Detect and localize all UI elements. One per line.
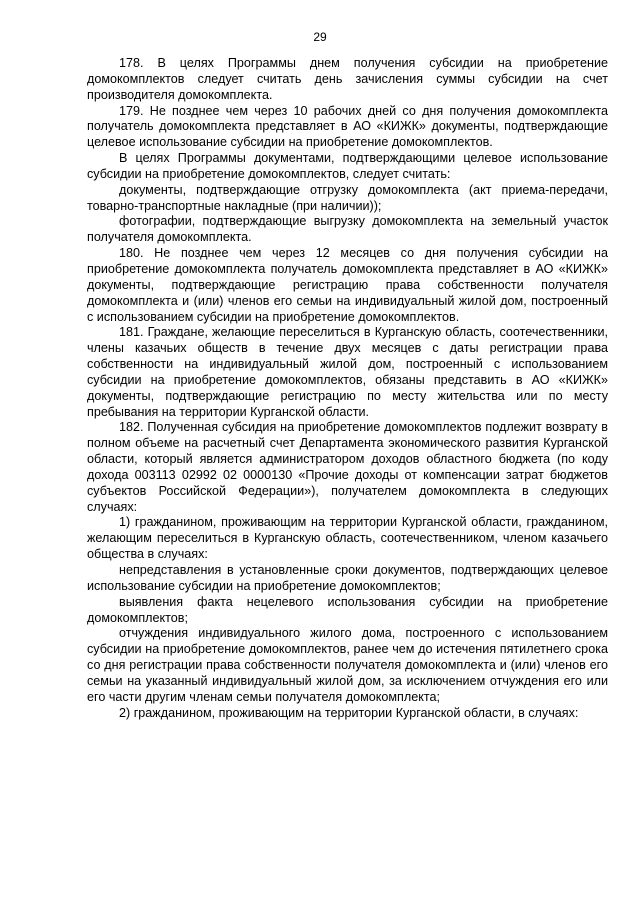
- list-item-shipping-documents: документы, подтверждающие отгрузку домокомплекта (акт приема-передачи, товарно-транспортные накладные (при наличии));: [87, 182, 608, 213]
- list-item-case-2: 2) гражданином, проживающим на территории Курганской области, в случаях:: [119, 705, 579, 720]
- list-item-photos: фотографии, подтверждающие выгрузку домокомплекта на земельный участок получателя домокомплекта.: [87, 214, 608, 245]
- paragraph-178: 178. В целях Программы днем получения субсидии на приобретение домокомплектов следует считать день зачисления суммы субсидии на счет производителя домокомплекта.: [87, 56, 608, 102]
- document-body: [87, 56, 608, 721]
- paragraph-181: 181. Граждане, желающие переселиться в Курганскую область, соотечественники, члены казачьих обществ в течение двух месяцев с даты регистрации права собственности на индивидуальный жилой дом, построенный с использованием субсидии на приобретение домокомплектов, обязаны представить в АО «КИЖК» документы, подтверждающие регистрацию по месту жительства или по месту пребывания на территории Курганской области.: [87, 325, 608, 419]
- list-item-case-1: 1) гражданином, проживающим на территории Курганской области, гражданином, желающим переселиться в Курганскую область, соотечественником, членом казачьего общества в случаях:: [87, 515, 608, 562]
- page-number: 29: [313, 30, 327, 44]
- paragraph-182: 182. Полученная субсидия на приобретение домокомплектов подлежит возврату в полном объеме на расчетный счет Департамента экономического развития Курганской области, который является администратором доходов областного бюджета (по коду дохода 003113 02992 02 0000130 «Прочие доходы от компенсации затрат бюджетов субъектов Российской Федерации»), получателем домокомплекта в следующих случаях:: [87, 420, 608, 514]
- list-item-alienation: отчуждения индивидуального жилого дома, построенного с использованием субсидии на приобретение домокомплектов, ранее чем до истечения пятилетнего срока со дня регистрации права собственности получателя домокомплекта и (или) членов его семьи на указанный индивидуальный жилой дом, за исключением отчуждения его или его части другим членам семьи получателя домокомплекта;: [87, 626, 608, 704]
- paragraph-179: 179. Не позднее чем через 10 рабочих дней со дня получения домокомплекта получатель домокомплекта представляет в АО «КИЖК» документы, подтверждающие целевое использование субсидии на приобретение домокомплектов.: [87, 103, 608, 150]
- list-item-misuse: выявления факта нецелевого использования субсидии на приобретение домокомплектов;: [87, 594, 608, 625]
- paragraph-documents-intro: В целях Программы документами, подтверждающими целевое использование субсидии на приобретение домокомплектов, следует считать:: [87, 151, 608, 181]
- paragraph-180: 180. Не позднее чем через 12 месяцев со дня получения субсидии на приобретение домокомплекта получатель домокомплекта представляет в АО «КИЖК» документы, подтверждающие регистрацию права собственности получателя домокомплекта и (или) членов его семьи на индивидуальный жилой дом, построенный с использованием субсидии на приобретение домокомплектов.: [87, 246, 608, 324]
- list-item-non-submission: непредставления в установленные сроки документов, подтверждающих целевое использование субсидии на приобретение домокомплектов;: [87, 563, 608, 593]
